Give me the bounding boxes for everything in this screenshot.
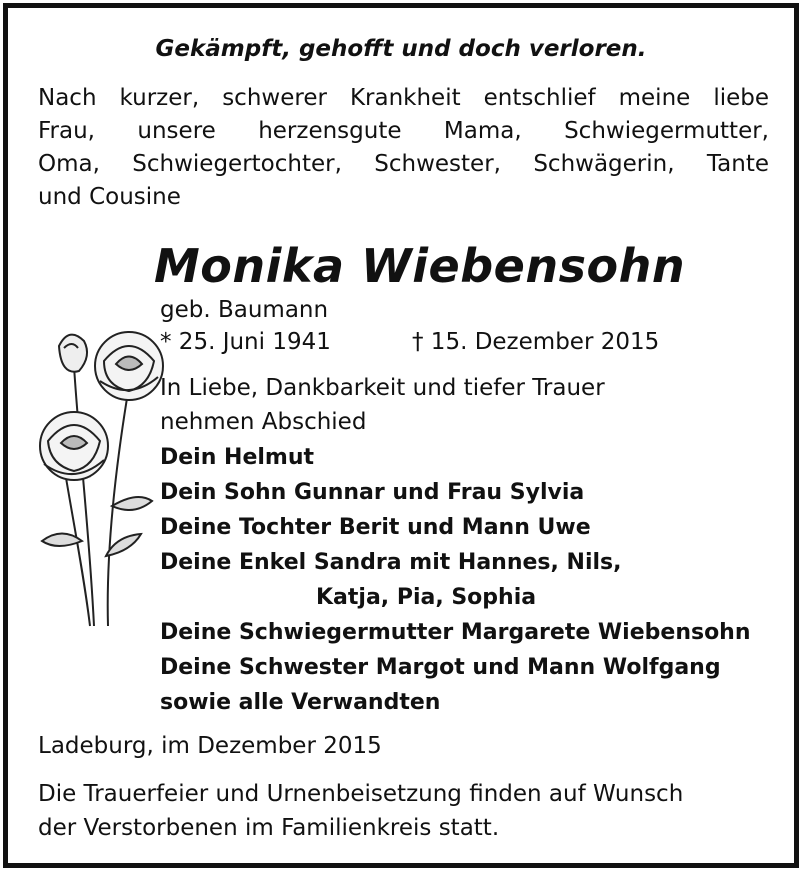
- mourner-line: Katja, Pia, Sophia: [316, 585, 537, 610]
- roses-icon: [34, 326, 174, 636]
- intro-line: Oma, Schwiegertochter, Schwester, Schwägerin, Tante: [38, 151, 769, 177]
- obituary-card: [3, 3, 799, 868]
- intro-line: Nach kurzer, schwerer Krankheit entschlief meine liebe: [38, 85, 769, 111]
- closing-line: der Verstorbenen im Familienkreis statt.: [38, 815, 500, 841]
- closing-line: Die Trauerfeier und Urnenbeisetzung finden auf Wunsch: [38, 781, 684, 807]
- death-date: † 15. Dezember 2015: [412, 329, 660, 355]
- birth-date: * 25. Juni 1941: [160, 329, 331, 355]
- motto: Gekämpft, gehofft und doch verloren.: [155, 36, 647, 62]
- mourner-line: Deine Enkel Sandra mit Hannes, Nils,: [160, 550, 622, 575]
- farewell-line: nehmen Abschied: [160, 409, 367, 435]
- deceased-name: Monika Wiebensohn: [154, 239, 686, 293]
- mourner-line: sowie alle Verwandten: [160, 690, 441, 715]
- intro-line: und Cousine: [38, 184, 181, 210]
- mourner-line: Dein Sohn Gunnar und Frau Sylvia: [160, 480, 585, 505]
- intro-line: Frau, unsere herzensgute Mama, Schwiegermutter,: [38, 118, 769, 144]
- mourner-line: Deine Tochter Berit und Mann Uwe: [160, 515, 591, 540]
- place-date: Ladeburg, im Dezember 2015: [38, 733, 382, 759]
- mourner-line: Deine Schwiegermutter Margarete Wiebensohn: [160, 620, 751, 645]
- farewell-line: In Liebe, Dankbarkeit und tiefer Trauer: [160, 375, 605, 401]
- intro-text: [38, 82, 769, 214]
- mourner-line: Deine Schwester Margot und Mann Wolfgang: [160, 655, 721, 680]
- mourner-line: Dein Helmut: [160, 445, 315, 470]
- maiden-name: geb. Baumann: [160, 297, 329, 323]
